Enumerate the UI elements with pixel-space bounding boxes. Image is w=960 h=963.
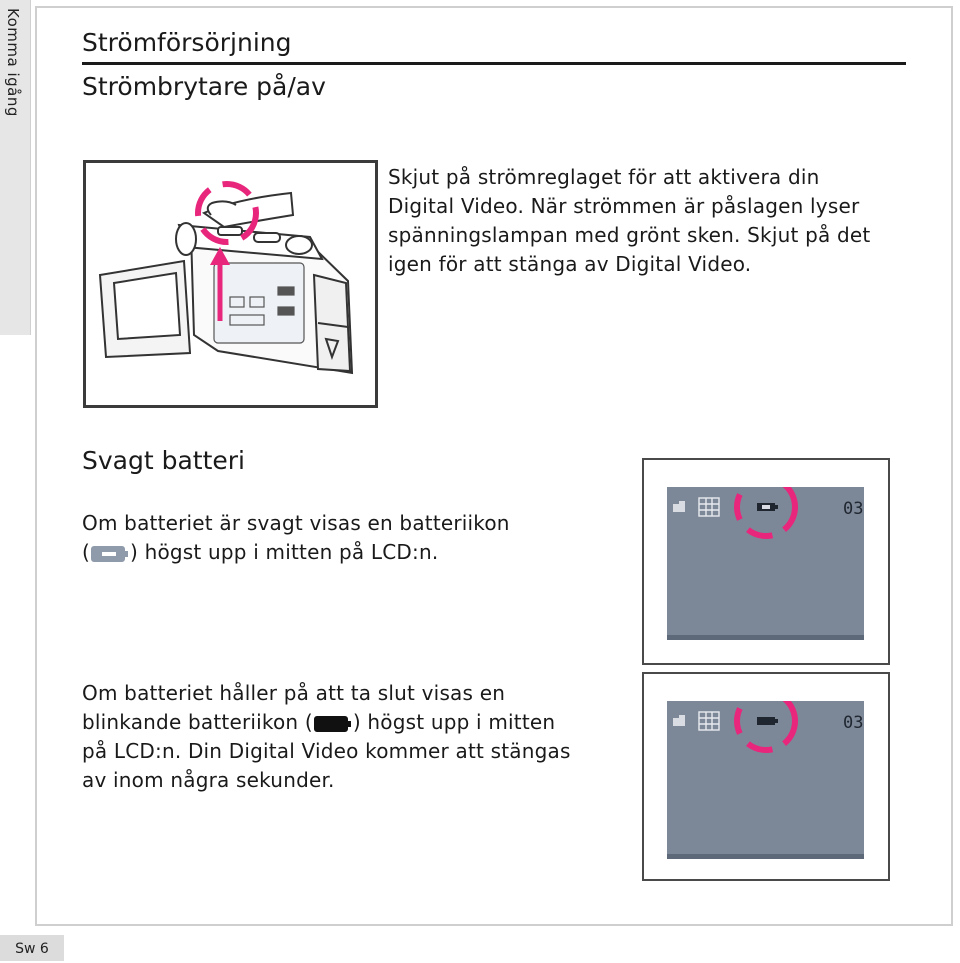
lcd-display: [667, 487, 864, 640]
empty-battery-line: av inom några sekunder.: [82, 768, 335, 792]
side-tab: [0, 0, 31, 335]
battery-low-icon: [90, 544, 130, 564]
resolution-grid-icon: [699, 712, 719, 730]
counter-readout: 03: [843, 713, 864, 733]
paren-open: (: [82, 540, 91, 564]
battery-low-icon: [757, 503, 778, 511]
dashed-circle-highlight: [737, 701, 795, 750]
subsection-title-low-battery: Svagt batteri: [82, 446, 246, 475]
empty-battery-line: [82, 708, 571, 737]
lcd-overlay: [667, 487, 864, 635]
battery-empty-icon: [757, 717, 778, 725]
counter-readout: 03: [843, 499, 864, 519]
resolution-grid-icon: [699, 498, 719, 516]
heading-rule: [82, 62, 906, 65]
lcd-display: [667, 701, 864, 859]
lcd-overlay: [667, 701, 864, 854]
empty-battery-start: blinkande batteriikon (: [82, 710, 313, 734]
empty-battery-line: Om batteriet håller på att ta slut visas en: [82, 681, 506, 705]
power-switch-instructions: [388, 163, 870, 279]
empty-battery-end: ) högst upp i mitten: [352, 710, 556, 734]
mode-icon: [673, 715, 685, 726]
instruction-line: Skjut på strömreglaget för att aktivera din: [388, 165, 820, 189]
empty-battery-text: [82, 679, 571, 795]
instruction-line: igen för att stänga av Digital Video.: [388, 252, 752, 276]
low-battery-line: Om batteriet är svagt visas en batteriikon: [82, 511, 510, 535]
lcd-screen-low-battery: [642, 458, 890, 665]
section-title: Strömförsörjning: [82, 28, 292, 57]
battery-empty-icon: [313, 714, 353, 734]
low-battery-line: [82, 538, 510, 567]
dashed-circle-highlight: [737, 487, 795, 536]
lcd-screen-empty-battery: [642, 672, 890, 881]
low-battery-rest: ) högst upp i mitten på LCD:n.: [130, 540, 439, 564]
subsection-title-power-switch: Strömbrytare på/av: [82, 72, 326, 101]
mode-icon: [673, 501, 685, 512]
instruction-line: Digital Video. När strömmen är påslagen lyser: [388, 194, 860, 218]
low-battery-text: [82, 509, 510, 567]
empty-battery-line: på LCD:n. Din Digital Video kommer att stängas: [82, 739, 571, 763]
camcorder-figure: [83, 160, 378, 408]
page-number: Sw 6: [0, 935, 64, 961]
camcorder-illustration: [86, 163, 375, 405]
instruction-line: spänningslampan med grönt sken. Skjut på det: [388, 223, 871, 247]
side-tab-label: Komma igång: [4, 8, 22, 117]
